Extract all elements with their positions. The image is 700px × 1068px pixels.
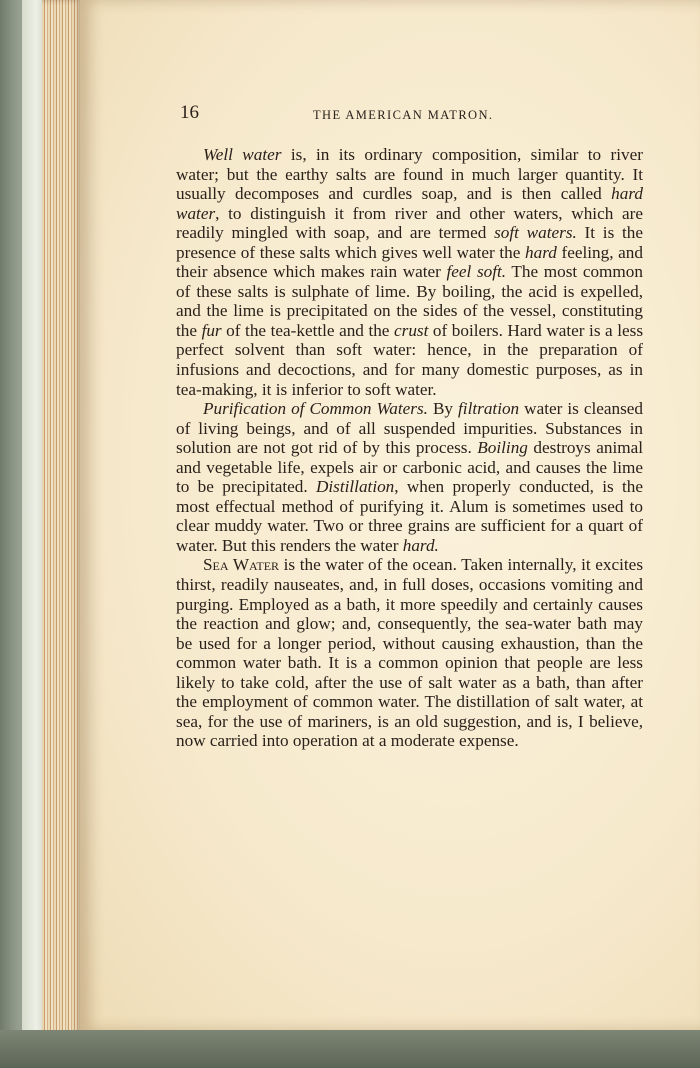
italic-text: filtration bbox=[458, 399, 520, 419]
italic-text: Well water bbox=[203, 145, 282, 164]
page-number: 16 bbox=[180, 102, 199, 123]
italic-text: Purification of Common Waters. bbox=[203, 399, 428, 419]
italic-text: hard bbox=[525, 242, 557, 262]
text-run: of boilers. Hard water is a less perfect solvent than soft water: hence, in the preparation of infusions and decoctions, and for many domestic purposes, as in tea-making, it is inferior to soft water. bbox=[176, 320, 644, 399]
body-text bbox=[176, 145, 643, 751]
text-run: The most common of these salts is sulphate of lime. By boiling, the acid is expelled, and the lime is precipitated on the sides of the vessel, constituting the bbox=[176, 262, 643, 340]
text-run: By bbox=[427, 399, 459, 419]
small-caps-text: Sea Water bbox=[203, 555, 280, 575]
running-header bbox=[180, 100, 640, 130]
italic-text: crust bbox=[394, 320, 429, 340]
book-cover-bottom bbox=[0, 1030, 700, 1068]
paragraph bbox=[176, 555, 643, 750]
text-run: It is the presence of these salts which gives well water the bbox=[176, 223, 643, 262]
text-run: , to distinguish it from river and other waters, which are readily mingled with soap, and are termed bbox=[176, 203, 643, 243]
italic-text: fur bbox=[201, 320, 222, 340]
text-run: , when properly conducted, is the most effectual method of purifying it. Alum is sometimes used to clear muddy water. Two or three grains are sufficient for a quart of water. But this renders the water bbox=[176, 477, 644, 555]
running-title: THE AMERICAN MATRON. bbox=[313, 108, 494, 122]
text-run: is, in its ordinary composition, similar to river water; but the earthy salts are found in much larger quantity. It usually decomposes and curdles soap, and is then called bbox=[176, 145, 643, 204]
text-run: feeling, and their absence which makes rain water bbox=[176, 242, 643, 282]
italic-text: hard water bbox=[176, 184, 643, 223]
paragraph bbox=[176, 399, 643, 555]
text-run: water is cleansed of living beings, and of all suspended impurities. Substances in solution are not got rid of by this process. bbox=[176, 399, 643, 458]
italic-text: feel soft. bbox=[446, 262, 507, 282]
page-edges bbox=[42, 0, 82, 1035]
text-run: of the tea-kettle and the bbox=[221, 320, 394, 340]
paragraph bbox=[176, 145, 643, 399]
text-run: destroys animal and vegetable life, expels air or carbonic acid, and causes the lime to be precipitated. bbox=[176, 438, 643, 497]
italic-text: soft waters. bbox=[494, 223, 577, 243]
text-run: is the water of the ocean. Taken internally, it excites thirst, readily nauseates, and, in full doses, occasions vomiting and purging. Employed as a bath, it more speedily and certainly causes the reaction and glow; and, consequently, the sea-water bath may be used for a longer period, without causing exhaustion, than the common water bath. It is a common opinion that people are less likely to take cold, after the use of salt water as a bath, than after the employment of common water. The distillation of salt water, at sea, for the use of mariners, is an old suggestion, and is, I believe, now carried into operation at a moderate expense. bbox=[176, 555, 644, 751]
italic-text: hard. bbox=[402, 535, 439, 555]
italic-text: Distillation bbox=[315, 477, 395, 497]
italic-text: Boiling bbox=[477, 438, 528, 458]
